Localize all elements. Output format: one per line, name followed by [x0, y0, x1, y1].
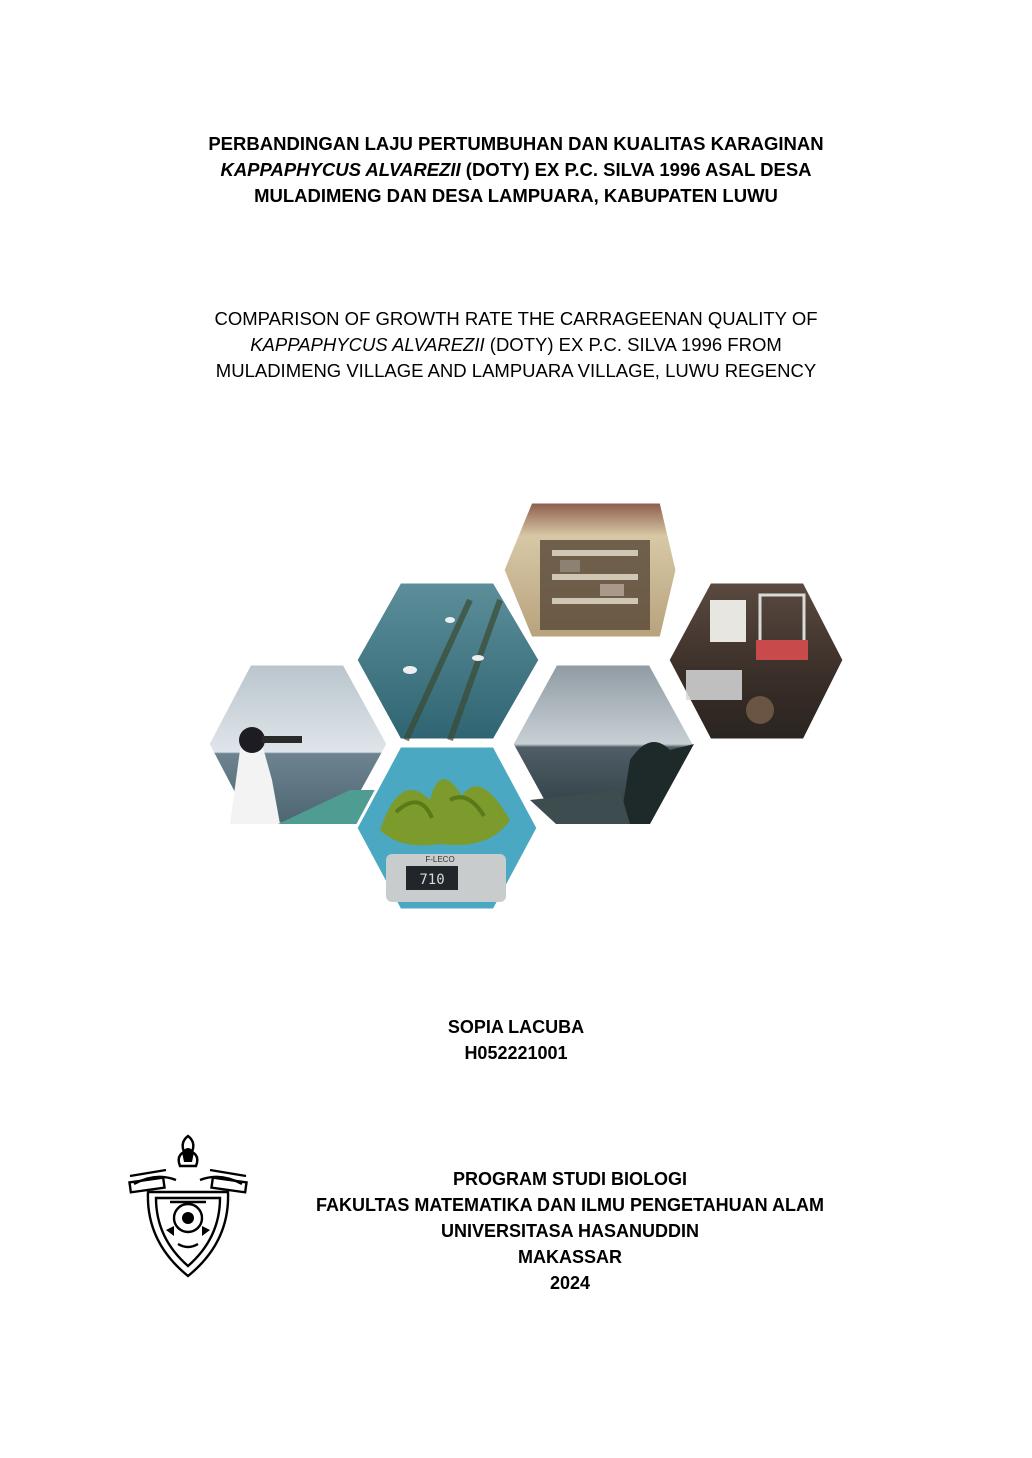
- university-hasanuddin-seal-icon: [126, 1132, 250, 1280]
- species-name-en: KAPPAPHYCUS ALVAREZII: [250, 334, 485, 355]
- institution-block: [240, 1166, 900, 1296]
- study-program: PROGRAM STUDI BIOLOGI: [453, 1169, 687, 1189]
- university-name: UNIVERSITASA HASANUDDIN: [440, 1221, 699, 1241]
- title-english: [0, 306, 1032, 384]
- city: MAKASSAR: [517, 1247, 622, 1267]
- title-en-line-1: COMPARISON OF GROWTH RATE THE CARRAGEENAN QUALITY OF: [214, 308, 818, 329]
- year: 2024: [549, 1273, 591, 1293]
- scale-brand-text: F-LECO: [425, 855, 455, 864]
- title-id-line-1: PERBANDINGAN LAJU PERTUMBUHAN DAN KUALITAS KARAGINAN: [208, 133, 824, 154]
- title-en-line-3: MULADIMENG VILLAGE AND LAMPUARA VILLAGE, LUWU REGENCY: [215, 360, 817, 381]
- hexagon-photo-collage: [200, 500, 850, 920]
- title-id-line-2: [0, 157, 1032, 183]
- photo-sea-horizon: [512, 664, 694, 824]
- title-indonesian: [0, 131, 1032, 209]
- faculty-name: FAKULTAS MATEMATIKA DAN ILMU PENGETAHUAN ALAM: [316, 1195, 824, 1215]
- photo-seaweed-on-scale: [356, 746, 538, 910]
- photo-lab-balance: [668, 582, 844, 740]
- student-id: H052221001: [464, 1043, 568, 1063]
- title-en-line-2-rest: (DOTY) EX P.C. SILVA 1996 FROM: [484, 334, 782, 355]
- photo-woman-on-boat: [208, 664, 388, 824]
- photo-seaweed-farm: [356, 582, 540, 740]
- photo-oven-cabinet: [503, 502, 677, 638]
- author-name: SOPIA LACUBA: [447, 1017, 585, 1037]
- scale-display-text: 710: [419, 872, 445, 888]
- title-en-line-2: [0, 332, 1032, 358]
- author-block: [0, 1014, 1032, 1066]
- title-id-line-3: MULADIMENG DAN DESA LAMPUARA, KABUPATEN LUWU: [254, 185, 778, 206]
- title-id-line-2-rest: (DOTY) EX P.C. SILVA 1996 ASAL DESA: [460, 159, 812, 180]
- species-name: KAPPAPHYCUS ALVAREZII: [220, 159, 461, 180]
